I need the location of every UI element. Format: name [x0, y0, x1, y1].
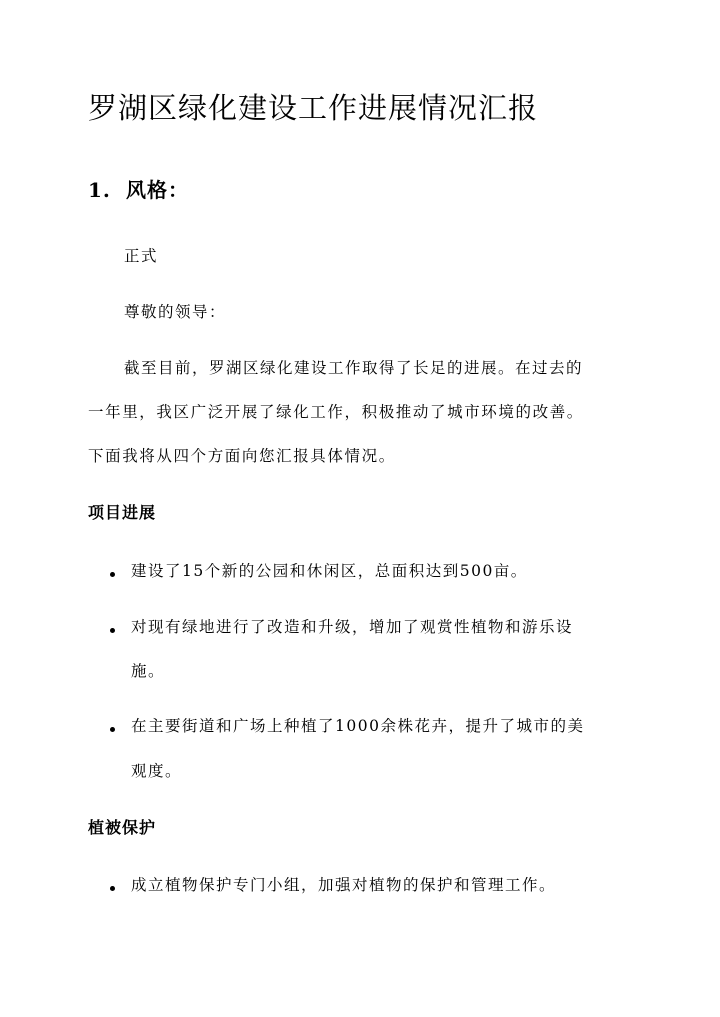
salutation: 尊敬的领导：	[124, 303, 227, 321]
bullet-dot	[110, 628, 115, 633]
section-label: 风格：	[126, 178, 189, 202]
bullet-dot	[110, 572, 115, 577]
intro-line-3: 下面我将从四个方面向您汇报具体情况。	[88, 447, 396, 465]
list-item: 建设了15个新的公园和休闲区，总面积达到500亩。	[131, 562, 528, 580]
bullet-dot	[110, 727, 115, 732]
document-title: 罗湖区绿化建设工作进展情况汇报	[88, 91, 539, 125]
section-heading-style	[88, 174, 189, 203]
intro-line-1: 截至目前，罗湖区绿化建设工作取得了长足的进展。在过去的	[124, 359, 584, 377]
project-progress-heading: 项目进展	[88, 503, 157, 522]
list-item: 成立植物保护专门小组，加强对植物的保护和管理工作。	[131, 876, 557, 894]
list-item: 对现有绿地进行了改造和升级，增加了观赏性植物和游乐设	[131, 618, 574, 636]
section-number: 1.	[88, 178, 111, 202]
vegetation-protection-heading: 植被保护	[88, 818, 157, 837]
intro-line-2: 一年里，我区广泛开展了绿化工作，积极推动了城市环境的改善。	[88, 403, 584, 421]
bullet-dot	[110, 886, 115, 891]
style-value: 正式	[124, 247, 159, 265]
list-item-continuation: 施。	[131, 662, 166, 680]
list-item-continuation: 观度。	[131, 762, 183, 780]
list-item: 在主要街道和广场上种植了1000余株花卉，提升了城市的美	[131, 717, 585, 735]
